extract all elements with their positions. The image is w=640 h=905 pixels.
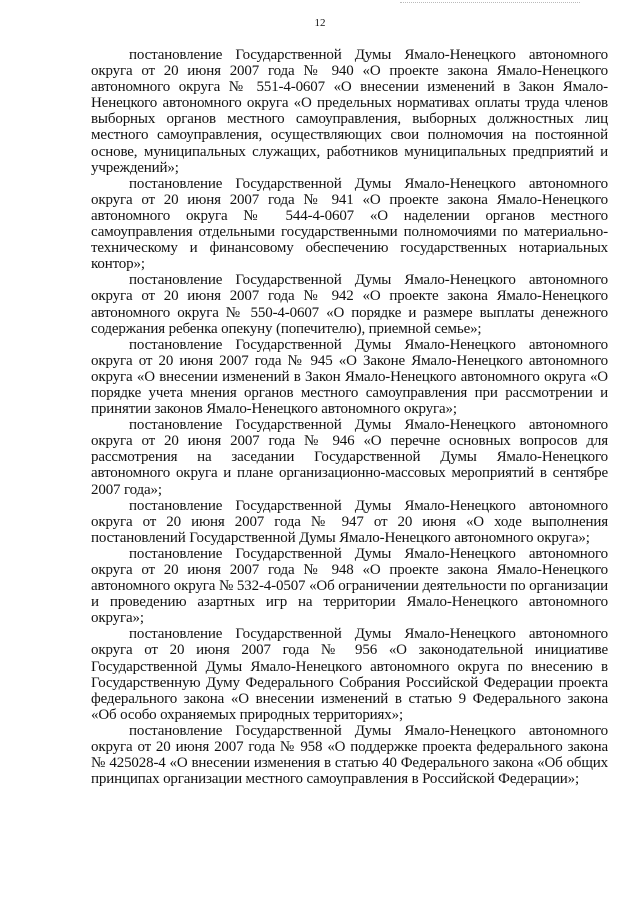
resolution-paragraph-958: постановление Государственной Думы Ямало-Ненецкого автономного округа от 20 июня 2007 года № 958 «О поддержке проекта федерального закона № 425028-4 «О внесении изменения в статью 40 Федерального закона «Об общих принципах организации местного самоуправления в Российской Федерации»; [91,722,608,788]
resolution-paragraph-942: постановление Государственной Думы Ямало-Ненецкого автономного округа от 20 июня 2007 года № 942 «О проекте закона Ямало-Ненецкого автономного округа № 550-4-0607 «О порядке и размере выплаты денежного содержания ребенка опекуну (попечителю), приемной семье»; [91,272,608,337]
page-number: 12 [314,17,326,29]
resolution-paragraph-948: постановление Государственной Думы Ямало-Ненецкого автономного округа от 20 июня 2007 года № 948 «О проекте закона Ямало-Ненецкого автономного округа № 532-4-0507 «Об ограничении деятельности по организации и проведению азартных игр на территории Ямало-Ненецкого автономного округа»; [91,545,608,627]
top-dotted-rule [400,2,580,3]
document-body [91,47,608,787]
resolution-paragraph-940: постановление Государственной Думы Ямало-Ненецкого автономного округа от 20 июня 2007 года № 940 «О проекте закона Ямало-Ненецкого автономного округа № 551-4-0607 «О внесении изменений в Закон Ямало-Ненецкого автономного округа «О предельных нормативах оплаты труда членов выборных органов местного самоуправления, выборных должностных лиц местного самоуправления, осуществляющих свои полномочия на постоянной основе, муниципальных служащих, работников муниципальных предприятий и учреждений»; [91,47,608,176]
resolution-paragraph-945: постановление Государственной Думы Ямало-Ненецкого автономного округа от 20 июня 2007 года № 945 «О Законе Ямало-Ненецкого автономного округа «О внесении изменений в Закон Ямало-Ненецкого автономного округа «О порядке учета мнения органов местного самоуправления при рассмотрении и принятии законов Ямало-Ненецкого автономного округа»; [91,336,608,418]
resolution-paragraph-947: постановление Государственной Думы Ямало-Ненецкого автономного округа от 20 июня 2007 года № 947 от 20 июня «О ходе выполнения постановлений Государственной Думы Ямало-Ненецкого автономного округа»; [91,497,608,546]
resolution-paragraph-946: постановление Государственной Думы Ямало-Ненецкого автономного округа от 20 июня 2007 года № 946 «О перечне основных вопросов для рассмотрения на заседании Государственной Думы Ямало-Ненецкого автономного округа и плане организационно-массовых мероприятий в сентябре 2007 года»; [91,417,608,498]
resolution-paragraph-941: постановление Государственной Думы Ямало-Ненецкого автономного округа от 20 июня 2007 года № 941 «О проекте закона Ямало-Ненецкого автономного округа № 544-4-0607 «О наделении органов местного самоуправления отдельными государственными полномочиями по материально-техническому и финансовому обеспечению государственных нотариальных контор»; [91,175,608,273]
resolution-paragraph-956: постановление Государственной Думы Ямало-Ненецкого автономного округа от 20 июня 2007 года № 956 «О законодательной инициативе Государственной Думы Ямало-Ненецкого автономного округа по внесению в Государственную Думу Федерального Собрания Российской Федерации проекта федерального закона «О внесении изменений в статью 9 Федерального закона «Об особо охраняемых природных территориях»; [91,626,608,723]
